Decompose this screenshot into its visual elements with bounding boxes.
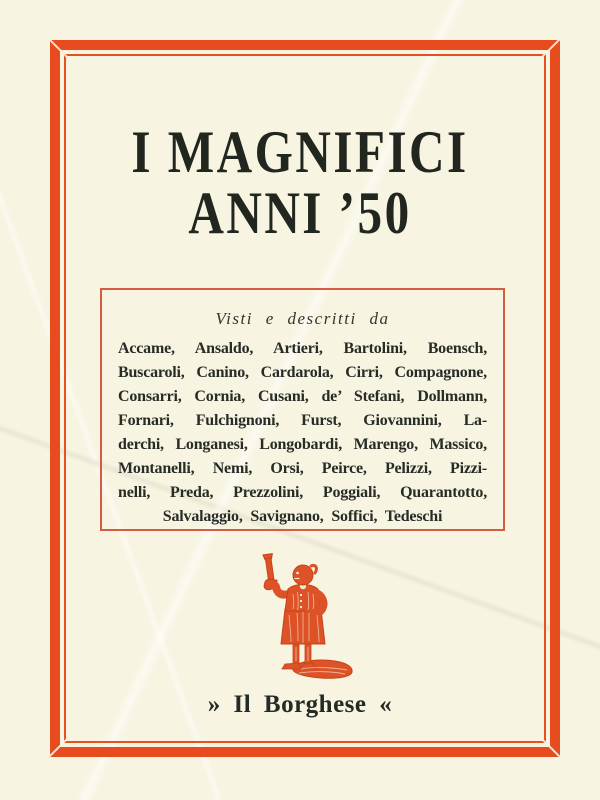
authors-box: [100, 288, 505, 531]
book-title: [54, 119, 546, 246]
man-with-pistol-icon: [251, 549, 363, 685]
authors-line: derchi, Longanesi, Longobardi, Marengo, Massico,: [118, 436, 487, 453]
authors-line: Buscaroli, Canino, Cardarola, Cirri, Compagnone,: [118, 364, 487, 381]
authors-line: Salvalaggio, Savignano, Soffici, Tedeschi: [162, 508, 443, 525]
authors-line: Fornari, Fulchignoni, Furst, Giovannini, La-: [118, 412, 487, 429]
authors-line: Montanelli, Nemi, Orsi, Peirce, Pelizzi, Pizzi-: [118, 460, 487, 477]
authors-line: Consarri, Cornia, Cusani, de’ Stefani, Dollmann,: [118, 388, 487, 405]
byline: Visti e descritti da: [215, 309, 390, 328]
title-line-2: ANNI ’50: [188, 180, 412, 246]
publisher-name: » Il Borghese «: [207, 691, 393, 718]
title-line-1: I MAGNIFICI: [131, 119, 469, 185]
authors-line: Accame, Ansaldo, Artieri, Bartolini, Boensch,: [118, 340, 487, 357]
authors-line: nelli, Preda, Prezzolini, Poggiali, Quarantotto,: [118, 484, 487, 501]
authors-list: [118, 337, 487, 529]
